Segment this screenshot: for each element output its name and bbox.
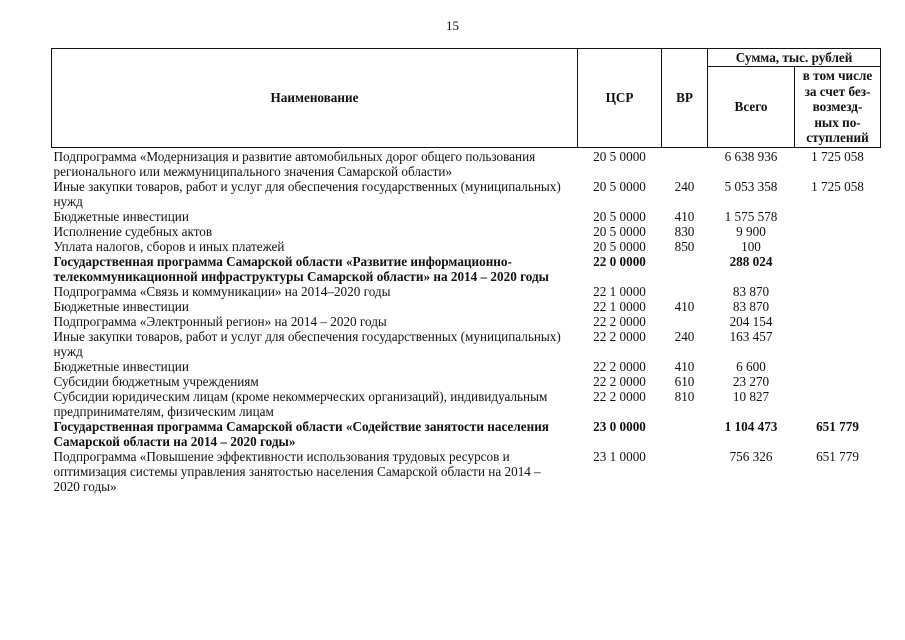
row-total: 204 154 xyxy=(729,313,773,329)
table-row xyxy=(52,359,881,374)
row-csr: 22 1 0000 xyxy=(593,298,646,314)
row-name: Бюджетные инвестиции xyxy=(53,208,189,224)
row-name: Иные закупки товаров, работ и услуг для обеспечения государственных (муниципальных) нужд xyxy=(53,328,561,359)
row-vr: 240 xyxy=(674,328,695,344)
table-row xyxy=(52,179,881,209)
table-row xyxy=(52,449,881,494)
row-free xyxy=(795,299,881,314)
row-total: 100 xyxy=(741,238,761,254)
row-free xyxy=(795,209,881,224)
header-name: Наименование xyxy=(52,49,578,148)
header-csr: ЦСР xyxy=(578,49,662,148)
row-name: Подпрограмма «Повышение эффективности использования трудовых ресурсов и оптимизация системы управления занятостью населения Самарской области на 2014 – 2020 годы» xyxy=(53,448,541,494)
row-vr: 850 xyxy=(674,238,695,254)
row-name: Подпрограмма «Модернизация и развитие автомобильных дорог общего пользования регионального или межмуниципального значения Самарской области» xyxy=(53,148,536,179)
row-csr: 22 1 0000 xyxy=(593,283,646,299)
row-free xyxy=(795,284,881,299)
row-free xyxy=(795,389,881,419)
row-total: 83 870 xyxy=(732,298,770,314)
row-total: 9 900 xyxy=(736,223,766,239)
row-total: 10 827 xyxy=(732,388,770,404)
header-free-receipts: в том числе за счет без- возмезд- ных по- ступлений xyxy=(795,67,881,148)
row-free: 651 779 xyxy=(816,418,859,434)
table-row xyxy=(52,419,881,449)
row-vr: 410 xyxy=(674,358,695,374)
row-name: Государственная программа Самарской области «Развитие информационно-телекоммуникационной инфраструктуры Самарской области» на 2014 – 2020 годы xyxy=(53,253,549,284)
row-free xyxy=(795,359,881,374)
row-total: 163 457 xyxy=(729,328,773,344)
row-free xyxy=(795,224,881,239)
row-vr: 610 xyxy=(674,373,695,389)
row-csr: 22 2 0000 xyxy=(593,373,646,389)
table-row xyxy=(52,209,881,224)
table-row xyxy=(52,254,881,284)
row-vr: 810 xyxy=(674,388,695,404)
row-total: 6 600 xyxy=(736,358,766,374)
row-free xyxy=(795,254,881,284)
row-vr xyxy=(662,284,708,299)
table-row xyxy=(52,147,881,179)
row-name: Исполнение судебных актов xyxy=(53,223,213,239)
row-csr: 20 5 0000 xyxy=(593,223,646,239)
row-name: Уплата налогов, сборов и иных платежей xyxy=(53,238,285,254)
table-header xyxy=(52,49,881,148)
row-name: Иные закупки товаров, работ и услуг для обеспечения государственных (муниципальных) нужд xyxy=(53,178,561,209)
row-vr: 240 xyxy=(674,178,695,194)
row-free xyxy=(795,329,881,359)
row-vr xyxy=(662,314,708,329)
table-body xyxy=(52,147,881,494)
row-total: 1 575 578 xyxy=(724,208,778,224)
row-vr: 410 xyxy=(674,208,695,224)
row-name: Бюджетные инвестиции xyxy=(53,358,189,374)
table-row xyxy=(52,284,881,299)
page-number: 15 xyxy=(446,18,459,33)
table-row xyxy=(52,374,881,389)
row-total: 83 870 xyxy=(732,283,770,299)
table-row xyxy=(52,299,881,314)
row-free: 1 725 058 xyxy=(811,148,864,164)
row-free: 1 725 058 xyxy=(811,178,864,194)
table-row xyxy=(52,314,881,329)
row-vr xyxy=(662,147,708,179)
header-sum-group: Сумма, тыс. рублей xyxy=(708,49,881,67)
row-vr: 830 xyxy=(674,223,695,239)
row-free: 651 779 xyxy=(816,448,859,464)
row-name: Подпрограмма «Электронный регион» на 2014 – 2020 годы xyxy=(53,313,387,329)
row-total: 6 638 936 xyxy=(724,148,778,164)
row-total: 756 326 xyxy=(729,448,773,464)
row-vr xyxy=(662,254,708,284)
row-free xyxy=(795,314,881,329)
row-name: Государственная программа Самарской области «Содействие занятости населения Самарской области на 2014 – 2020 годы» xyxy=(53,418,549,449)
row-name: Подпрограмма «Связь и коммуникации» на 2014–2020 годы xyxy=(53,283,391,299)
row-csr: 22 2 0000 xyxy=(593,358,646,374)
row-total: 23 270 xyxy=(732,373,770,389)
row-name: Субсидии юридическим лицам (кроме некоммерческих организаций), индивидуальным предпринимателям, физическим лицам xyxy=(53,388,548,419)
row-name: Бюджетные инвестиции xyxy=(53,298,189,314)
row-total: 5 053 358 xyxy=(724,178,778,194)
row-total: 1 104 473 xyxy=(724,418,778,434)
header-total: Всего xyxy=(708,67,795,148)
table-row xyxy=(52,224,881,239)
row-csr: 22 0 0000 xyxy=(593,253,646,269)
row-csr: 22 2 0000 xyxy=(593,313,646,329)
header-vr: ВР xyxy=(662,49,708,148)
row-csr: 20 5 0000 xyxy=(593,178,646,194)
row-name: Субсидии бюджетным учреждениям xyxy=(53,373,259,389)
row-vr xyxy=(662,449,708,494)
row-vr: 410 xyxy=(674,298,695,314)
row-total: 288 024 xyxy=(729,253,773,269)
table-row xyxy=(52,239,881,254)
budget-table xyxy=(51,48,881,494)
table-row xyxy=(52,389,881,419)
row-csr: 22 2 0000 xyxy=(593,388,646,404)
row-csr: 23 0 0000 xyxy=(593,418,646,434)
row-csr: 20 5 0000 xyxy=(593,208,646,224)
row-csr: 20 5 0000 xyxy=(593,238,646,254)
row-free xyxy=(795,374,881,389)
row-csr: 20 5 0000 xyxy=(593,148,646,164)
row-free xyxy=(795,239,881,254)
row-vr xyxy=(662,419,708,449)
row-csr: 22 2 0000 xyxy=(593,328,646,344)
row-csr: 23 1 0000 xyxy=(593,448,646,464)
table-row xyxy=(52,329,881,359)
